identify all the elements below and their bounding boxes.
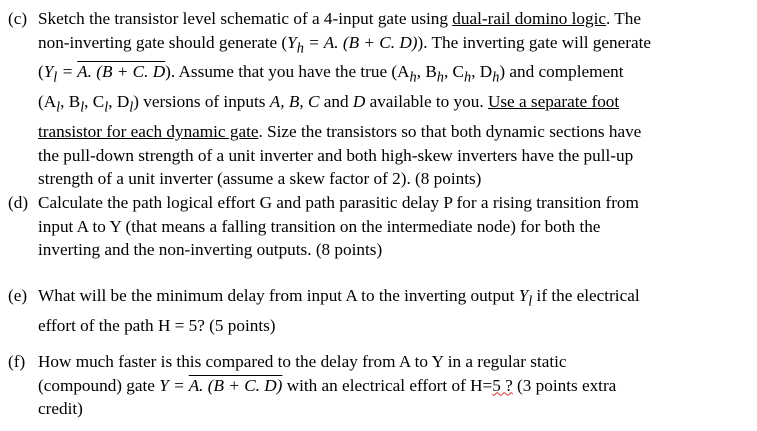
underlined-text: transistor for each dynamic gate (38, 122, 259, 142)
text: input A to Y (that means a falling transition on the intermediate node) for both the (38, 216, 601, 236)
math-sub: h (436, 69, 444, 86)
text: , D (108, 92, 130, 112)
math-var: D (352, 92, 366, 112)
text: inverting and the non-inverting outputs. (8 points) (38, 240, 383, 259)
text-line (38, 31, 753, 61)
text: Calculate the path logical effort G and path parasitic delay P for a rising transition from (38, 193, 639, 212)
text: (3 points extra (512, 375, 617, 395)
text: (compound) gate (38, 375, 160, 395)
math-var: A, B, C (269, 92, 320, 112)
text: (A (38, 92, 57, 112)
text: strength of a unit inverter (assume a skew factor of 2). (8 points) (38, 169, 482, 189)
math-sub: h (492, 69, 500, 86)
text: with an electrical effort of H= (282, 375, 493, 395)
text: ). Assume that you have the true (A (165, 62, 410, 82)
spellcheck-text: 5 ? (492, 375, 513, 395)
math-var: Y (159, 375, 169, 395)
text-line (38, 284, 753, 314)
text-line (38, 60, 753, 90)
text-line (38, 90, 753, 120)
text: ) and complement (499, 62, 624, 82)
question-body (38, 350, 753, 421)
text: , C (84, 92, 105, 112)
text: non-inverting gate should generate ( (38, 32, 288, 52)
text: How much faster is this compared to the delay from A to Y in a regular static (38, 352, 567, 371)
text-line (38, 215, 753, 239)
math-sub: l (104, 99, 109, 116)
math-sub: l (56, 99, 61, 116)
math-var: Y (43, 62, 54, 82)
question-label: (d) (8, 193, 29, 212)
math-sub: l (129, 99, 134, 116)
text-line (38, 7, 753, 31)
text-line (38, 374, 753, 398)
math-sub: h (464, 69, 472, 86)
question-label: (e) (8, 286, 28, 305)
text: the pull-down strength of a unit inverter and both high-skew inverters have the pull-up (38, 145, 634, 165)
text: ( (38, 62, 44, 82)
math-sub: h (409, 69, 417, 86)
text-line (38, 314, 753, 338)
question-f (8, 350, 753, 421)
question-e (8, 284, 753, 337)
question-body (38, 7, 753, 191)
text: and (319, 92, 353, 112)
math-overline: A. (B + C. D) (188, 375, 283, 395)
text: , C (443, 62, 465, 82)
question-label: (c) (8, 9, 28, 28)
text-line (38, 350, 753, 374)
question-d (8, 191, 753, 262)
text-line (38, 144, 753, 168)
text-line (38, 191, 753, 215)
math-var: Y (287, 32, 297, 52)
text: ). The inverting gate will generate (417, 32, 652, 52)
math-sub: h (296, 39, 304, 56)
question-body (38, 284, 753, 337)
math-expr: = A. (B + C. D) (303, 32, 418, 52)
math-expr: = (57, 62, 78, 82)
text-line (38, 397, 753, 421)
text: ) versions of inputs (133, 92, 270, 112)
question-label: (f) (8, 352, 26, 371)
math-var: Y (518, 286, 529, 305)
text: What will be the minimum delay from input A to the inverting output (38, 286, 519, 305)
math-sub: l (53, 69, 58, 86)
underlined-text: Use a separate foot (487, 92, 620, 112)
text: available to you. (365, 92, 488, 112)
text: , B (60, 92, 81, 112)
underlined-text: dual-rail domino logic (452, 9, 606, 28)
math-sub: l (528, 293, 533, 310)
math-overline: A. (B + C. D (77, 62, 166, 82)
text-line (38, 120, 753, 144)
text: , D (471, 62, 493, 82)
text: Sketch the transistor level schematic of a 4-input gate using (38, 9, 453, 28)
text: if the electrical (532, 286, 640, 305)
math-sub: l (80, 99, 85, 116)
text-line (38, 238, 753, 262)
text: . The (606, 9, 642, 28)
text: , B (416, 62, 437, 82)
question-body (38, 191, 753, 262)
question-c (8, 7, 753, 191)
text-line (38, 167, 753, 191)
text: effort of the path H = 5? (5 points) (38, 315, 276, 335)
text: credit) (38, 399, 83, 418)
math-expr: = (168, 375, 189, 395)
text: . Size the transistors so that both dynamic sections have (258, 122, 642, 142)
